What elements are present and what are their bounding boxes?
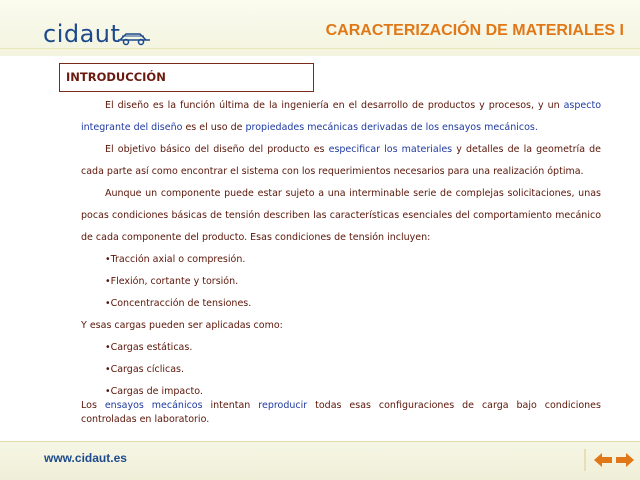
list-item: •Flexión, cortante y torsión.	[105, 276, 239, 287]
section-title-box	[59, 63, 314, 92]
page-title: CARACTERIZACIÓN DE MATERIALES I	[325, 22, 624, 39]
car-logo-icon	[118, 30, 150, 46]
list-item: •Concentracción de tensiones.	[105, 298, 252, 309]
list-item: •Cargas cíclicas.	[105, 364, 184, 375]
paragraph-3: Aunque un componente puede estar sujeto a una interminable serie de complejas solicitaciones, unas pocas condiciones básicas de tensión describen las características esenciales del comportamiento mecánico de cada componente del producto. Esas condiciones de tensión incluyen:	[81, 188, 601, 243]
text: todas esas configuraciones de carga bajo condiciones controladas en laboratorio.	[81, 400, 601, 425]
paragraph-1	[81, 95, 601, 139]
header-bar	[0, 0, 640, 56]
header-divider	[0, 48, 640, 49]
paragraph-2	[81, 139, 601, 183]
highlight-text: reproducir	[258, 400, 308, 411]
highlight-text: aspecto integrante del diseño	[81, 100, 601, 133]
list-item: •Cargas estáticas.	[105, 342, 193, 353]
highlight-text: especificar los materiales	[328, 144, 453, 155]
paragraph-4: Y esas cargas pueden ser aplicadas como:	[81, 320, 283, 331]
highlight-text: propiedades mecánicas derivadas de los ensayos mecánicos.	[245, 122, 538, 133]
section-title: INTRODUCCIÓN	[66, 70, 166, 84]
nav-separator	[584, 449, 586, 471]
text: y detalles de la geometría de cada parte así como encontrar el sistema con los requerimientos necesarios para una realización óptima.	[81, 144, 602, 177]
highlight-text: ensayos mecánicos	[104, 400, 203, 411]
content-area	[81, 95, 601, 427]
footer-bar	[0, 441, 640, 480]
logo-text: cidaut	[43, 20, 121, 48]
arrow-left-icon[interactable]	[592, 451, 614, 469]
text: El diseño es la función última de la ingeniería en el desarrollo de productos y procesos, y un	[105, 100, 564, 111]
list-item: •Tracción axial o compresión.	[105, 254, 246, 265]
text: es el uso de	[182, 122, 246, 133]
footer-divider	[0, 441, 640, 442]
text: intentan	[202, 400, 259, 411]
text: Los	[81, 400, 105, 411]
text: El objetivo básico del diseño del producto es	[105, 144, 329, 155]
arrow-right-icon[interactable]	[614, 451, 636, 469]
list-item: •Cargas de impacto.	[105, 386, 203, 397]
website-link[interactable]: www.cidaut.es	[44, 451, 127, 465]
paragraph-5	[81, 399, 601, 427]
